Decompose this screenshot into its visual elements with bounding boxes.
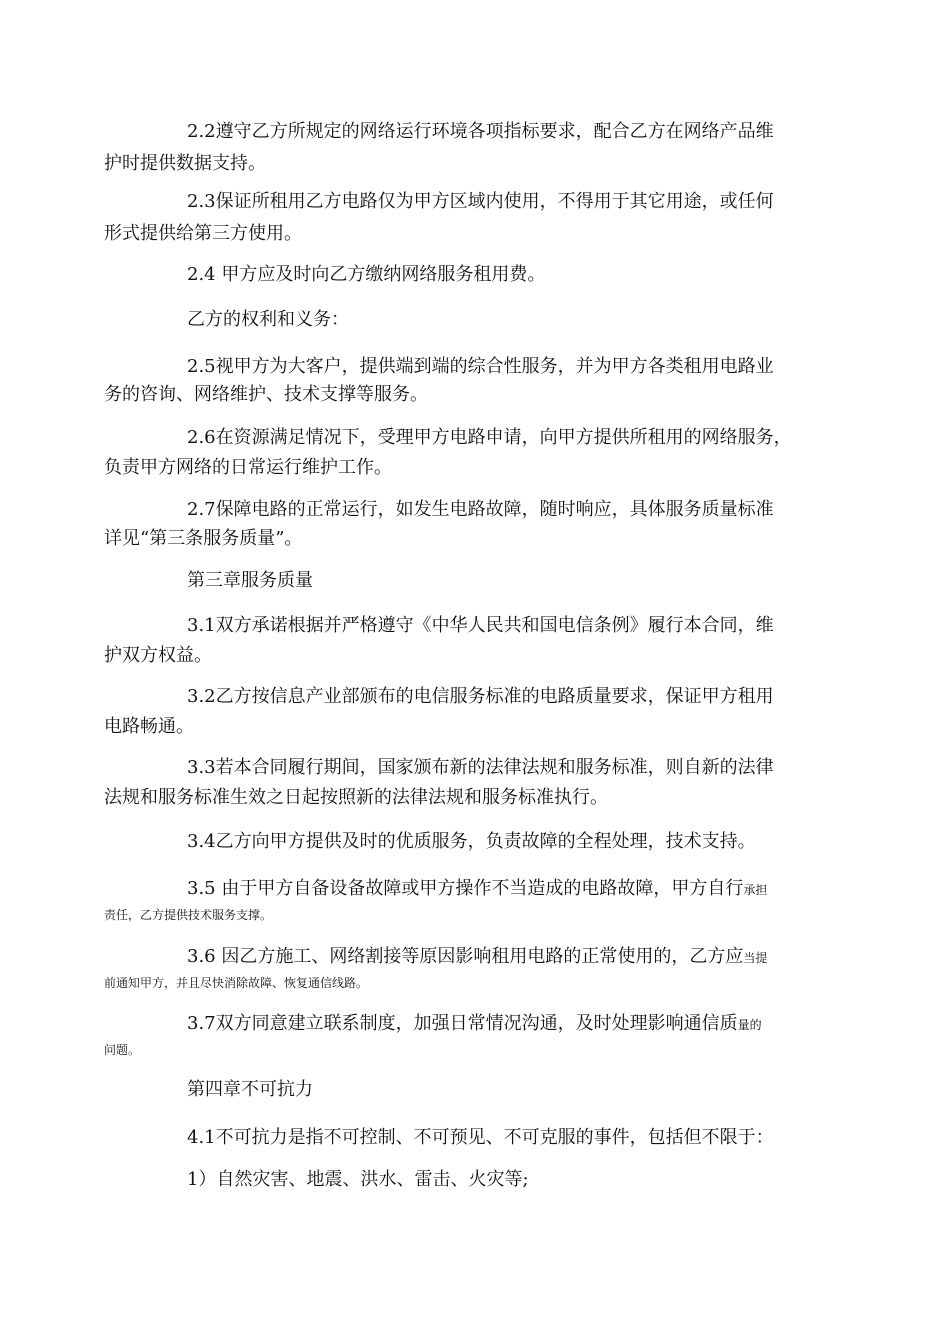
paragraph-line: 2.6在资源满足情况下，受理甲方电路申请，向甲方提供所租用的网络服务， xyxy=(187,427,792,448)
paragraph-line: 2.7保障电路的正常运行，如发生电路故障，随时响应，具体服务质量标准 xyxy=(187,499,774,520)
paragraph-line: 形式提供给第三方使用。 xyxy=(104,223,302,244)
paragraph-line xyxy=(187,873,767,906)
paragraph-text-small: 量的 xyxy=(737,1018,762,1032)
paragraph-line: 2.3保证所租用乙方电路仅为甲方区域内使用，不得用于其它用途，或任何 xyxy=(187,191,774,212)
paragraph-line: 2.4 甲方应及时向乙方缴纳网络服务租用费。 xyxy=(187,264,546,285)
paragraph-text-small: 承担 xyxy=(743,883,768,897)
paragraph-line: 电路畅通。 xyxy=(104,716,194,737)
paragraph-line: 3.2乙方按信息产业部颁布的电信服务标准的电路质量要求，保证甲方租用 xyxy=(187,686,774,707)
paragraph-line: 负责甲方网络的日常运行维护工作。 xyxy=(104,457,392,478)
paragraph-text: 3.7双方同意建立联系制度，加强日常情况沟通，及时处理影响通信质 xyxy=(187,1013,738,1034)
paragraph-line: 护时提供数据支持。 xyxy=(104,153,266,174)
paragraph-text: 3.5 由于甲方自备设备故障或甲方操作不当造成的电路故障，甲方自行 xyxy=(187,878,744,899)
paragraph-line-small: 责任，乙方提供技术服务支撑。 xyxy=(104,908,273,922)
heading-text: 第四章不可抗力 xyxy=(187,1079,313,1100)
paragraph-line: 2.5视甲方为大客户，提供端到端的综合性服务，并为甲方各类租用电路业 xyxy=(187,356,774,377)
paragraph-line: 3.3若本合同履行期间，国家颁布新的法律法规和服务标准，则自新的法律 xyxy=(187,757,774,778)
paragraph-line: 务的咨询、网络维护、技术支撑等服务。 xyxy=(104,384,428,405)
paragraph-line: 3.1双方承诺根据并严格遵守《中华人民共和国电信条例》履行本合同，维 xyxy=(187,615,774,636)
heading-text: 第三章服务质量 xyxy=(187,570,313,591)
paragraph-line-small: 前通知甲方，并且尽快消除故障、恢复通信线路。 xyxy=(104,976,369,990)
paragraph-line: 3.4乙方向甲方提供及时的优质服务，负责故障的全程处理，技术支持。 xyxy=(187,831,756,852)
paragraph-line xyxy=(187,1008,762,1041)
paragraph-line-small: 问题。 xyxy=(104,1043,141,1057)
paragraph-text-small: 当提 xyxy=(743,951,768,965)
paragraph-text: 3.6 因乙方施工、网络割接等原因影响租用电路的正常使用的，乙方应 xyxy=(187,946,744,967)
paragraph-line: 详见“第三条服务质量”。 xyxy=(104,528,303,549)
paragraph-line: 1）自然灾害、地震、洪水、雷击、火灾等; xyxy=(187,1169,529,1190)
paragraph-line: 4.1不可抗力是指不可控制、不可预见、不可克服的事件，包括但不限于： xyxy=(187,1127,774,1148)
paragraph-line: 护双方权益。 xyxy=(104,645,212,666)
paragraph-line: 法规和服务标准生效之日起按照新的法律法规和服务标准执行。 xyxy=(104,787,608,808)
heading-text: 乙方的权利和义务： xyxy=(187,309,349,330)
paragraph-line: 2.2遵守乙方所规定的网络运行环境各项指标要求，配合乙方在网络产品维 xyxy=(187,121,774,142)
